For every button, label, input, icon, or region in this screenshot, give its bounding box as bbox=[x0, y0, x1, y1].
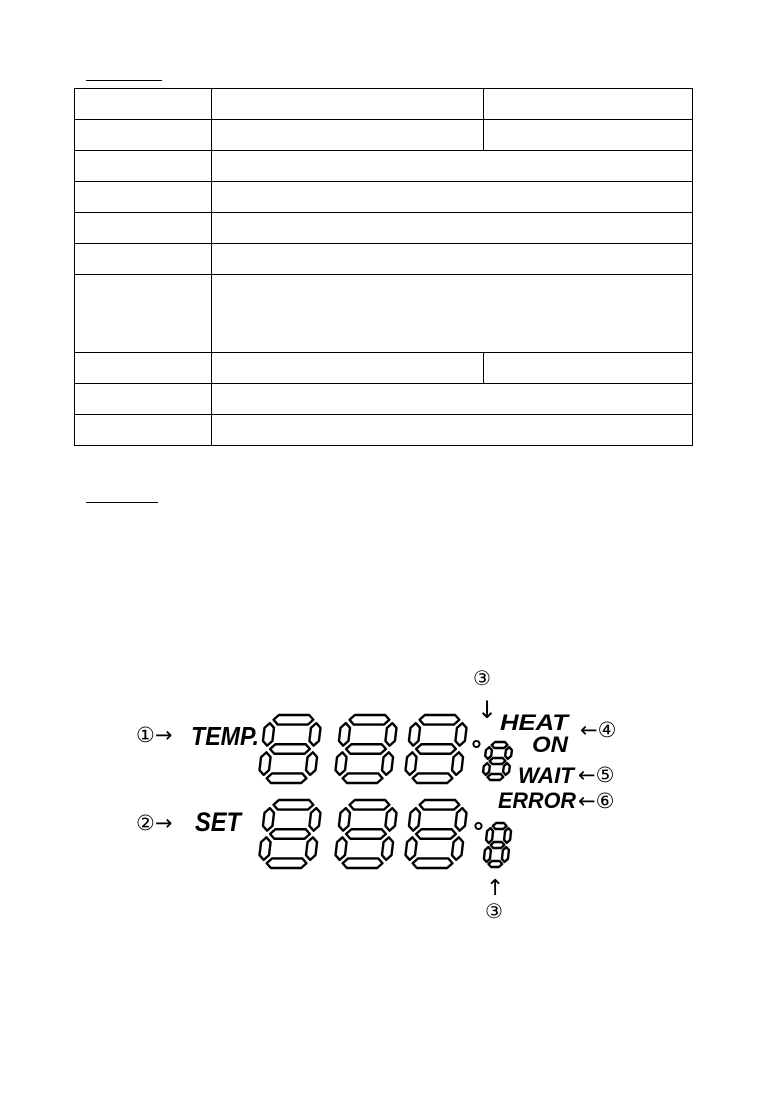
set-digit-display bbox=[260, 800, 467, 868]
callout-heat-on: ←④ bbox=[580, 718, 617, 742]
set-unit-digit bbox=[484, 823, 511, 867]
temp-unit-digit bbox=[483, 742, 512, 780]
seven-segment-digit bbox=[336, 800, 397, 868]
seven-segment-digit bbox=[260, 715, 321, 783]
seven-segment-digit bbox=[406, 715, 467, 783]
temp-digit-display bbox=[260, 715, 467, 783]
callout-unit-top: ③ bbox=[473, 666, 491, 690]
error-label: ERROR bbox=[498, 788, 577, 813]
seven-segment-digit bbox=[483, 742, 512, 780]
seven-segment-digit bbox=[484, 823, 511, 867]
temp-label: TEMP. bbox=[191, 721, 259, 751]
seven-segment-digit bbox=[406, 800, 467, 868]
callout-temp: ①→ bbox=[136, 723, 173, 747]
seven-segment-digit bbox=[260, 800, 321, 868]
seven-segment-digit bbox=[336, 715, 397, 783]
degree-mark-bottom: ° bbox=[472, 816, 483, 846]
on-label: ON bbox=[532, 732, 570, 757]
callout-unit-bottom: ③ bbox=[485, 899, 503, 923]
degree-mark-top: ° bbox=[470, 734, 481, 764]
arrow-up-icon: ↑ bbox=[486, 876, 505, 901]
set-label: SET bbox=[195, 807, 244, 837]
wait-label: WAIT bbox=[518, 763, 576, 788]
heat-label: HEAT bbox=[500, 710, 570, 735]
callout-error: ←⑥ bbox=[578, 789, 615, 813]
arrow-down-icon: ↓ bbox=[477, 696, 498, 724]
callout-set: ②→ bbox=[136, 811, 173, 835]
callout-wait: ←⑤ bbox=[578, 763, 615, 787]
